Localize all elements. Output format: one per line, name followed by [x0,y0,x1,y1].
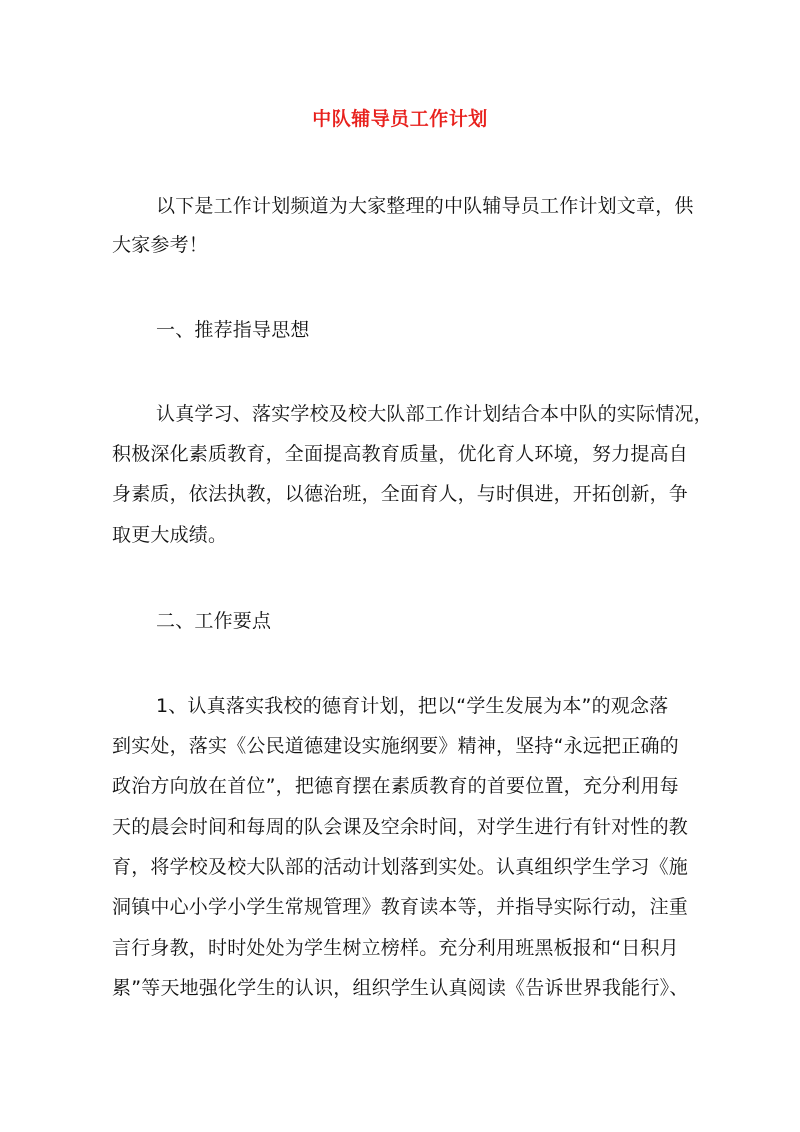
section1-line-4: 取更大成绩。 [112,524,228,546]
item1-line-8: 累”等天地强化学生的认识，组织学生认真阅读《告诉世界我能行》、 [112,977,689,999]
section2-heading: 二、工作要点 [156,610,272,632]
intro-line-1: 以下是工作计划频道为大家整理的中队辅导员工作计划文章，供 [156,195,694,217]
item1-line-4: 天的晨会时间和每周的队会课及空余时间，对学生进行有针对性的教 [112,816,689,838]
item1-line-2: 到实处，落实《公民道德建设实施纲要》精神，坚持“永远把正确的 [112,735,679,757]
section1-line-1: 认真学习、落实学校及校大队部工作计划结合本中队的实际情况， [156,403,713,425]
section1-line-2: 积极深化素质教育，全面提高教育质量，优化育人环境，努力提高自 [112,443,689,465]
item1-line-5: 育，将学校及校大队部的活动计划落到实处。认真组织学生学习《施 [112,856,689,878]
item1-line-6: 洞镇中心小学小学生常规管理》教育读本等，并指导实际行动，注重 [112,896,689,918]
item1-line-1: 1、认真落实我校的德育计划，把以“学生发展为本”的观念落 [156,695,669,717]
section1-heading: 一、推荐指导思想 [156,319,310,341]
intro-line-2: 大家参考！ [112,234,209,256]
section1-line-3: 身素质，依法执教，以德治班，全面育人，与时俱进，开拓创新，争 [112,483,689,505]
item1-line-7: 言行身教，时时处处为学生树立榜样。充分利用班黑板报和“日积月 [112,937,679,959]
document-title: 中队辅导员工作计划 [312,108,488,130]
item1-line-3: 政治方向放在首位”，把德育摆在素质教育的首要位置，充分利用每 [112,775,679,797]
